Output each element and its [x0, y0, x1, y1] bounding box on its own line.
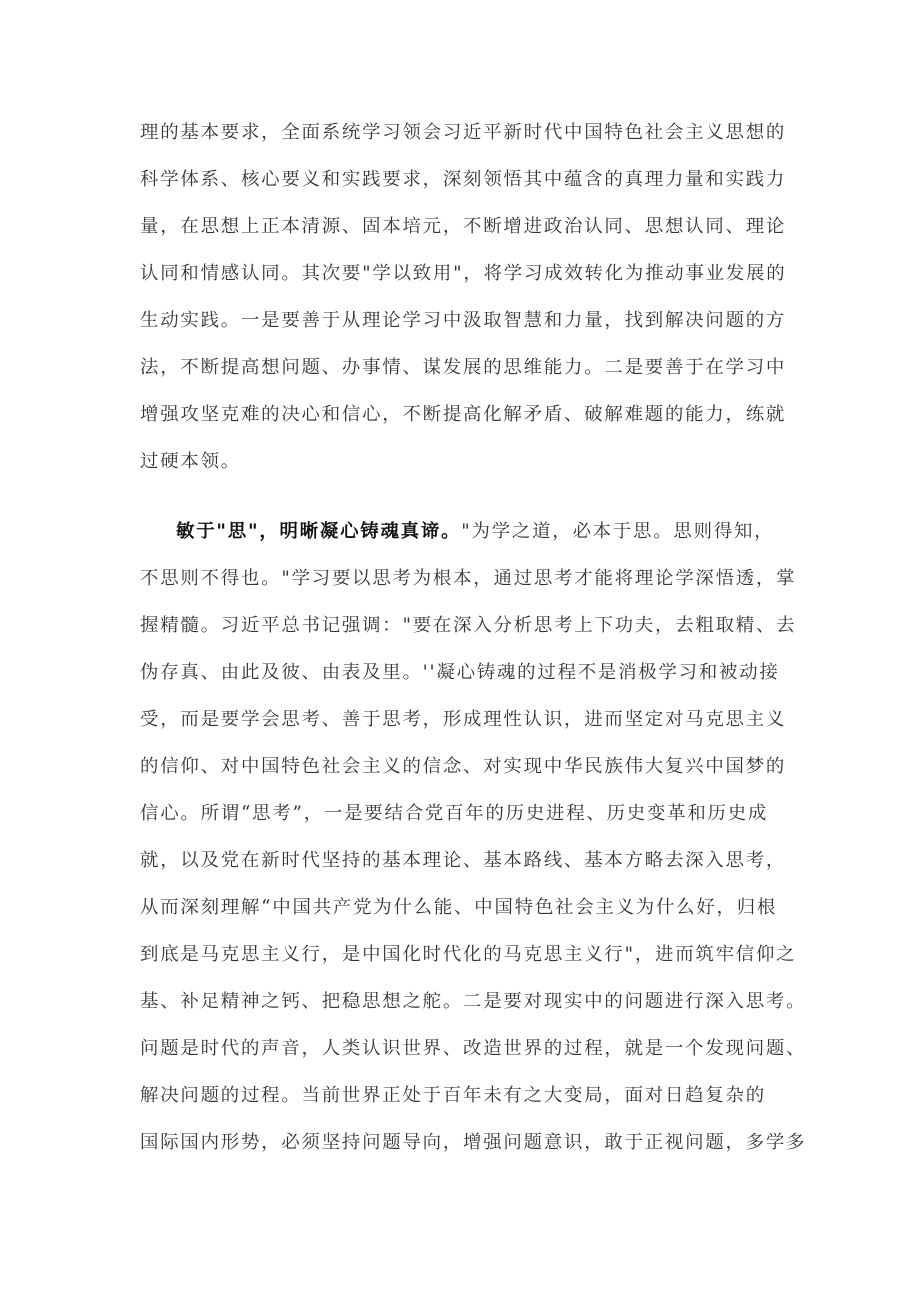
paragraph-2-first-line — [140, 508, 800, 555]
text-line: 量，在思想上正本清源、固本培元，不断增进政治认同、思想认同、理论 — [140, 216, 787, 237]
text-line: 法，不断提高想问题、办事情、谋发展的思维能力。二是要善于在学习中 — [140, 357, 787, 378]
text-line: 握精髓。习近平总书记强调："要在深入分析思考上下功夫，去粗取精、去 — [140, 615, 797, 636]
text-line: 科学体系、核心要义和实践要求，深刻领悟其中蕴含的真理力量和实践力 — [140, 169, 787, 190]
paragraph-heading: 敏于"思"，明晰凝心铸魂真谛。 — [176, 521, 462, 542]
body-text — [140, 109, 807, 1166]
text-line: 就，以及党在新时代坚持的基本理论、基本路线、基本方略去深入思考， — [140, 850, 787, 871]
text-line: 受，而是要学会思考、善于思考，形成理性认识，进而坚定对马克思主义 — [140, 709, 787, 730]
text-line: 基、补足精神之钙、把稳思想之舵。二是要对现实中的问题进行深入思考。 — [140, 991, 807, 1012]
text-line: 信心。所谓“思考”，一是要结合党百年的历史进程、历史变革和历史成 — [140, 803, 769, 824]
text-line: 生动实践。一是要善于从理论学习中汲取智慧和力量，找到解决问题的方 — [140, 310, 787, 331]
text-line: 从而深刻理解“中国共产党为什么能、中国特色社会主义为什么好，归根 — [140, 897, 778, 918]
text-line: 解决问题的过程。当前世界正处于百年未有之大变局，面对日趋复杂的 — [140, 1085, 766, 1106]
text-line: 增强攻坚克难的决心和信心，不断提高化解矛盾、破解难题的能力，练就 — [140, 404, 787, 425]
paragraph-1 — [140, 109, 800, 485]
paragraph-2 — [140, 508, 807, 1166]
text-line: 到底是马克思主义行，是中国化时代化的马克思主义行"，进而筑牢信仰之 — [140, 944, 797, 965]
text-line: 国际国内形势，必须坚持问题导向，增强问题意识，敢于正视问题，多学多 — [140, 1132, 807, 1153]
text-line: 伪存真、由此及彼、由表及里。''凝心铸魂的过程不是消极学习和被动接 — [140, 662, 780, 683]
text-line: 问题是时代的声音，人类认识世界、改造世界的过程，就是一个发现问题、 — [140, 1038, 807, 1059]
text-line: 过硬本领。 — [140, 451, 241, 472]
text-line: 理的基本要求，全面系统学习领会习近平新时代中国特色社会主义思想的 — [140, 122, 787, 143]
text-line: 认同和情感认同。其次要"学以致用"，将学习成效转化为推动事业发展的 — [140, 263, 787, 284]
text-line: 不思则不得也。"学习要以思考为根本，通过思考才能将理论学深悟透，掌 — [140, 568, 797, 589]
text-line: 的信仰、对中国特色社会主义的信念、对实现中华民族伟大复兴中国梦的 — [140, 756, 787, 777]
text-fragment: "为学之道，必本于思。思则得知， — [461, 521, 775, 542]
paragraph-gap — [140, 485, 800, 508]
